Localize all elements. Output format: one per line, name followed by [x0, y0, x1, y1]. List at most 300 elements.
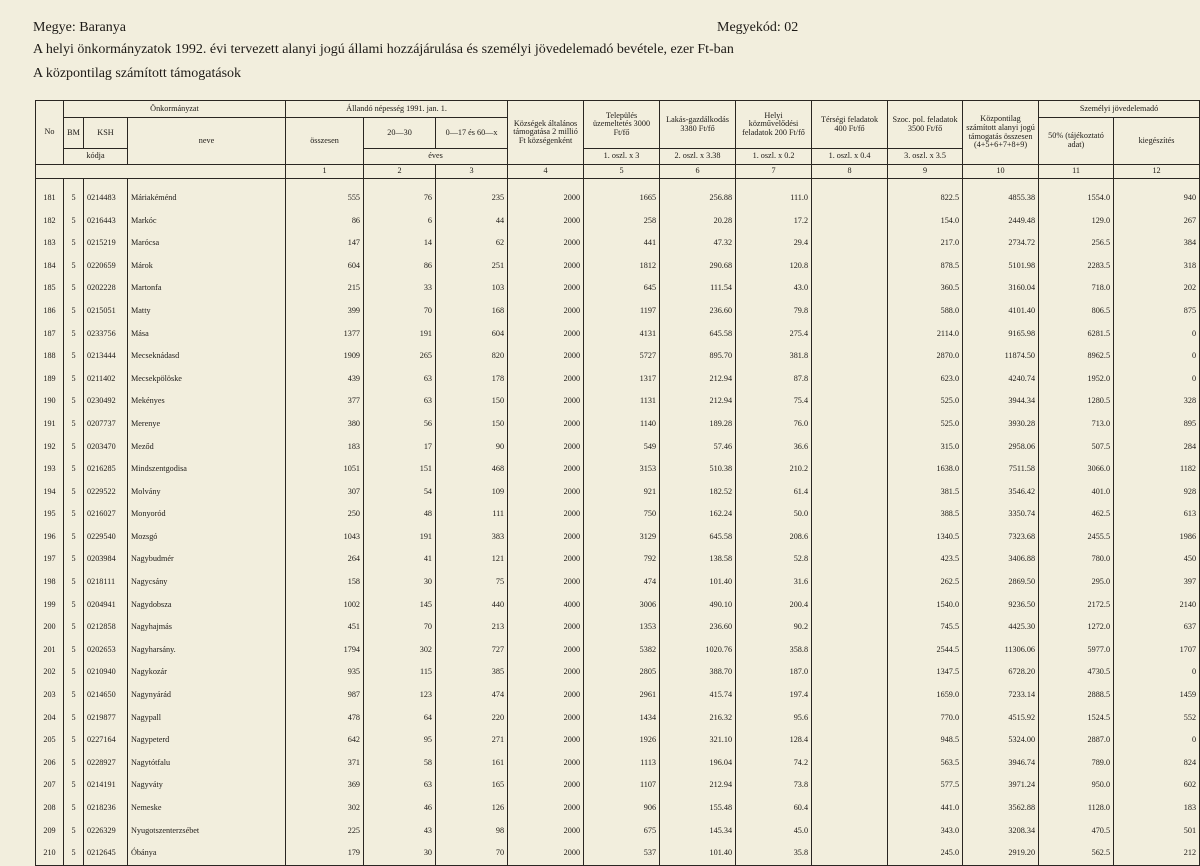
cell-lakas: 321.10	[660, 729, 736, 752]
cell-age-20-30: 64	[364, 707, 436, 730]
cell-population-total: 369	[286, 774, 364, 797]
cell-bm: 5	[64, 503, 84, 526]
cell-age-0-17: 165	[436, 774, 508, 797]
document-subtitle: A központilag számított támogatások	[33, 66, 242, 81]
cell-szja-50: 718.0	[1039, 277, 1114, 300]
cell-kozsegek: 2000	[508, 797, 584, 820]
cell-kiegeszites: 928	[1114, 481, 1200, 504]
cell-population-total: 264	[286, 549, 364, 572]
cell-no: 188	[36, 345, 64, 368]
cell-ksh: 0227164	[84, 729, 128, 752]
header-population: Állandó népesség 1991. jan. 1.	[286, 101, 508, 118]
cell-tersegi	[812, 774, 888, 797]
cell-no: 204	[36, 707, 64, 730]
table-row	[36, 526, 1200, 549]
header-neve: neve	[128, 118, 286, 165]
cell-bm: 5	[64, 594, 84, 617]
cell-telepules: 792	[584, 549, 660, 572]
cell-szja-50: 1524.5	[1039, 707, 1114, 730]
cell-kiegeszites: 1182	[1114, 458, 1200, 481]
cell-no: 201	[36, 639, 64, 662]
cell-population-total: 158	[286, 571, 364, 594]
cell-tersegi	[812, 707, 888, 730]
cell-szja-50: 2172.5	[1039, 594, 1114, 617]
cell-szoc: 1659.0	[888, 684, 963, 707]
cell-kozsegek: 2000	[508, 752, 584, 775]
cell-bm: 5	[64, 255, 84, 278]
cell-szoc: 2870.0	[888, 345, 963, 368]
cell-tersegi	[812, 458, 888, 481]
cell-telepules: 1113	[584, 752, 660, 775]
col-number: 8	[812, 165, 888, 179]
cell-ksh: 0213444	[84, 345, 128, 368]
cell-kiegeszites: 0	[1114, 345, 1200, 368]
cell-kozsegek: 2000	[508, 549, 584, 572]
cell-population-total: 215	[286, 277, 364, 300]
cell-name: Martonfa	[128, 277, 286, 300]
cell-population-total: 604	[286, 255, 364, 278]
header-helyi: Helyi közművelődési feladatok 200 Ft/fő	[736, 101, 812, 149]
cell-lakas: 189.28	[660, 413, 736, 436]
cell-helyi: 75.4	[736, 390, 812, 413]
cell-no: 182	[36, 210, 64, 233]
cell-kiegeszites: 1707	[1114, 639, 1200, 662]
cell-age-0-17: 103	[436, 277, 508, 300]
cell-no: 207	[36, 774, 64, 797]
header-kozsegek: Községek általános támogatása 2 millió Ft községenként	[508, 101, 584, 165]
cell-lakas: 182.52	[660, 481, 736, 504]
cell-helyi: 197.4	[736, 684, 812, 707]
cell-age-0-17: 271	[436, 729, 508, 752]
cell-ksh: 0204941	[84, 594, 128, 617]
cell-tersegi	[812, 368, 888, 391]
cell-telepules: 921	[584, 481, 660, 504]
table-row	[36, 549, 1200, 572]
cell-bm: 5	[64, 481, 84, 504]
cell-szoc: 1340.5	[888, 526, 963, 549]
cell-kozponti: 3406.88	[963, 549, 1039, 572]
cell-kozponti: 11874.50	[963, 345, 1039, 368]
cell-kiegeszites: 202	[1114, 277, 1200, 300]
cell-szja-50: 1272.0	[1039, 616, 1114, 639]
cell-kozsegek: 2000	[508, 413, 584, 436]
county-code-label: Megyekód: 02	[717, 20, 799, 35]
cell-kozponti: 3546.42	[963, 481, 1039, 504]
table-row	[36, 774, 1200, 797]
cell-no: 191	[36, 413, 64, 436]
cell-telepules: 750	[584, 503, 660, 526]
cell-population-total: 399	[286, 300, 364, 323]
cell-szja-50: 401.0	[1039, 481, 1114, 504]
cell-telepules: 549	[584, 436, 660, 459]
cell-age-0-17: 474	[436, 684, 508, 707]
cell-kozsegek: 2000	[508, 345, 584, 368]
table-row	[36, 458, 1200, 481]
cell-no: 194	[36, 481, 64, 504]
cell-bm: 5	[64, 345, 84, 368]
cell-kozponti: 4855.38	[963, 187, 1039, 210]
cell-age-0-17: 150	[436, 390, 508, 413]
table-row	[36, 752, 1200, 775]
cell-tersegi	[812, 503, 888, 526]
cell-kozsegek: 2000	[508, 300, 584, 323]
cell-kiegeszites: 895	[1114, 413, 1200, 436]
cell-helyi: 79.8	[736, 300, 812, 323]
cell-no: 210	[36, 842, 64, 865]
cell-szoc: 388.5	[888, 503, 963, 526]
cell-population-total: 987	[286, 684, 364, 707]
cell-kozponti: 3160.04	[963, 277, 1039, 300]
cell-lakas: 212.94	[660, 390, 736, 413]
cell-szoc: 525.0	[888, 390, 963, 413]
cell-telepules: 1131	[584, 390, 660, 413]
cell-kozsegek: 2000	[508, 232, 584, 255]
cell-szoc: 525.0	[888, 413, 963, 436]
cell-lakas: 415.74	[660, 684, 736, 707]
header-ksh: KSH	[84, 118, 128, 149]
cell-tersegi	[812, 661, 888, 684]
cell-lakas: 236.60	[660, 300, 736, 323]
cell-kozsegek: 2000	[508, 458, 584, 481]
header-osszesen: összesen	[286, 118, 364, 165]
cell-telepules: 1926	[584, 729, 660, 752]
cell-tersegi	[812, 549, 888, 572]
cell-kozponti: 3562.88	[963, 797, 1039, 820]
cell-telepules: 1107	[584, 774, 660, 797]
cell-kozponti: 7323.68	[963, 526, 1039, 549]
cell-lakas: 256.88	[660, 187, 736, 210]
cell-no: 206	[36, 752, 64, 775]
cell-szja-50: 1280.5	[1039, 390, 1114, 413]
cell-no: 208	[36, 797, 64, 820]
cell-no: 200	[36, 616, 64, 639]
col-number: 2	[364, 165, 436, 179]
cell-szja-50: 1554.0	[1039, 187, 1114, 210]
cell-tersegi	[812, 752, 888, 775]
cell-kozponti: 5324.00	[963, 729, 1039, 752]
cell-population-total: 451	[286, 616, 364, 639]
cell-telepules: 1812	[584, 255, 660, 278]
cell-lakas: 111.54	[660, 277, 736, 300]
cell-bm: 5	[64, 797, 84, 820]
cell-name: Nagyváty	[128, 774, 286, 797]
cell-name: Marócsa	[128, 232, 286, 255]
cell-lakas: 196.04	[660, 752, 736, 775]
table-row	[36, 255, 1200, 278]
cell-name: Meződ	[128, 436, 286, 459]
cell-kozsegek: 2000	[508, 277, 584, 300]
cell-bm: 5	[64, 616, 84, 639]
cell-age-0-17: 90	[436, 436, 508, 459]
cell-population-total: 478	[286, 707, 364, 730]
col-number: 5	[584, 165, 660, 179]
cell-tersegi	[812, 323, 888, 346]
cell-population-total: 307	[286, 481, 364, 504]
cell-telepules: 441	[584, 232, 660, 255]
cell-age-20-30: 46	[364, 797, 436, 820]
cell-name: Nyugotszenterzsébet	[128, 820, 286, 843]
cell-age-20-30: 191	[364, 323, 436, 346]
cell-szoc: 315.0	[888, 436, 963, 459]
table-row	[36, 345, 1200, 368]
cell-helyi: 73.8	[736, 774, 812, 797]
cell-helyi: 29.4	[736, 232, 812, 255]
cell-population-total: 380	[286, 413, 364, 436]
cell-szja-50: 507.5	[1039, 436, 1114, 459]
cell-bm: 5	[64, 300, 84, 323]
cell-age-0-17: 727	[436, 639, 508, 662]
cell-lakas: 145.34	[660, 820, 736, 843]
cell-szja-50: 5977.0	[1039, 639, 1114, 662]
cell-helyi: 208.6	[736, 526, 812, 549]
cell-kozponti: 11306.06	[963, 639, 1039, 662]
table-row	[36, 707, 1200, 730]
cell-bm: 5	[64, 549, 84, 572]
cell-age-20-30: 63	[364, 368, 436, 391]
cell-szja-50: 6281.5	[1039, 323, 1114, 346]
cell-name: Mása	[128, 323, 286, 346]
cell-age-20-30: 33	[364, 277, 436, 300]
table-row	[36, 842, 1200, 865]
cell-szoc: 577.5	[888, 774, 963, 797]
cell-age-20-30: 95	[364, 729, 436, 752]
cell-name: Nagycsány	[128, 571, 286, 594]
header-no: No	[36, 101, 64, 165]
cell-helyi: 128.4	[736, 729, 812, 752]
cell-lakas: 212.94	[660, 368, 736, 391]
cell-telepules: 1197	[584, 300, 660, 323]
header-kozponti: Központilag számított alanyi jogú támogatás összesen (4+5+6+7+8+9)	[963, 101, 1039, 165]
cell-name: Nagybudmér	[128, 549, 286, 572]
cell-helyi: 43.0	[736, 277, 812, 300]
col-number: 4	[508, 165, 584, 179]
cell-tersegi	[812, 820, 888, 843]
cell-age-20-30: 70	[364, 616, 436, 639]
cell-szja-50: 2888.5	[1039, 684, 1114, 707]
cell-age-20-30: 54	[364, 481, 436, 504]
cell-ksh: 0218236	[84, 797, 128, 820]
cell-telepules: 3129	[584, 526, 660, 549]
cell-bm: 5	[64, 413, 84, 436]
cell-szoc: 154.0	[888, 210, 963, 233]
cell-helyi: 87.8	[736, 368, 812, 391]
cell-lakas: 290.68	[660, 255, 736, 278]
cell-lakas: 101.40	[660, 842, 736, 865]
cell-kozsegek: 2000	[508, 210, 584, 233]
cell-szja-50: 2455.5	[1039, 526, 1114, 549]
cell-age-0-17: 385	[436, 661, 508, 684]
cell-kiegeszites: 450	[1114, 549, 1200, 572]
cell-szoc: 878.5	[888, 255, 963, 278]
cell-age-20-30: 302	[364, 639, 436, 662]
cell-tersegi	[812, 210, 888, 233]
cell-helyi: 45.0	[736, 820, 812, 843]
cell-ksh: 0230492	[84, 390, 128, 413]
cell-telepules: 3006	[584, 594, 660, 617]
cell-age-0-17: 468	[436, 458, 508, 481]
cell-szoc: 822.5	[888, 187, 963, 210]
cell-szoc: 245.0	[888, 842, 963, 865]
cell-population-total: 935	[286, 661, 364, 684]
cell-szja-50: 789.0	[1039, 752, 1114, 775]
cell-telepules: 675	[584, 820, 660, 843]
col-number: 6	[660, 165, 736, 179]
cell-telepules: 1317	[584, 368, 660, 391]
cell-kozponti: 2734.72	[963, 232, 1039, 255]
cell-szja-50: 950.0	[1039, 774, 1114, 797]
cell-telepules: 1665	[584, 187, 660, 210]
table-row	[36, 390, 1200, 413]
cell-bm: 5	[64, 436, 84, 459]
header-szja-50: 50% (tájékoztató adat)	[1039, 118, 1114, 165]
cell-age-20-30: 70	[364, 300, 436, 323]
cell-name: Mozsgó	[128, 526, 286, 549]
header-bm: BM	[64, 118, 84, 149]
header-tersegi-formula: 1. oszl. x 0.4	[812, 149, 888, 165]
cell-tersegi	[812, 277, 888, 300]
cell-no: 202	[36, 661, 64, 684]
cell-name: Matty	[128, 300, 286, 323]
cell-telepules: 258	[584, 210, 660, 233]
cell-kozponti: 9165.98	[963, 323, 1039, 346]
cell-no: 197	[36, 549, 64, 572]
cell-age-0-17: 161	[436, 752, 508, 775]
cell-kozsegek: 4000	[508, 594, 584, 617]
table-row	[36, 571, 1200, 594]
cell-population-total: 1377	[286, 323, 364, 346]
cell-szja-50: 462.5	[1039, 503, 1114, 526]
cell-szja-50: 129.0	[1039, 210, 1114, 233]
cell-kozponti: 7511.58	[963, 458, 1039, 481]
table-row	[36, 684, 1200, 707]
table-row	[36, 232, 1200, 255]
table-row	[36, 797, 1200, 820]
header-lakas: Lakás-gazdálkodás 3380 Ft/fő	[660, 101, 736, 149]
cell-ksh: 0215219	[84, 232, 128, 255]
cell-population-total: 225	[286, 820, 364, 843]
cell-helyi: 358.8	[736, 639, 812, 662]
cell-lakas: 101.40	[660, 571, 736, 594]
cell-population-total: 1909	[286, 345, 364, 368]
cell-name: Nemeske	[128, 797, 286, 820]
cell-szoc: 423.5	[888, 549, 963, 572]
cell-no: 209	[36, 820, 64, 843]
cell-tersegi	[812, 842, 888, 865]
cell-kiegeszites: 397	[1114, 571, 1200, 594]
cell-kozsegek: 2000	[508, 571, 584, 594]
cell-kozsegek: 2000	[508, 255, 584, 278]
cell-tersegi	[812, 255, 888, 278]
cell-bm: 5	[64, 707, 84, 730]
cell-telepules: 1353	[584, 616, 660, 639]
cell-telepules: 645	[584, 277, 660, 300]
cell-population-total: 439	[286, 368, 364, 391]
cell-age-20-30: 30	[364, 842, 436, 865]
cell-kozponti: 4425.30	[963, 616, 1039, 639]
county-label: Megye: Baranya	[33, 20, 126, 35]
cell-age-0-17: 235	[436, 187, 508, 210]
cell-lakas: 162.24	[660, 503, 736, 526]
table-row	[36, 661, 1200, 684]
cell-telepules: 2805	[584, 661, 660, 684]
cell-age-0-17: 109	[436, 481, 508, 504]
cell-ksh: 0228927	[84, 752, 128, 775]
cell-ksh: 0216027	[84, 503, 128, 526]
cell-szja-50: 806.5	[1039, 300, 1114, 323]
cell-lakas: 645.58	[660, 323, 736, 346]
cell-helyi: 90.2	[736, 616, 812, 639]
cell-age-20-30: 63	[364, 390, 436, 413]
cell-population-total: 86	[286, 210, 364, 233]
table-row	[36, 820, 1200, 843]
table-row	[36, 481, 1200, 504]
municipality-table	[35, 100, 1200, 866]
col-number: 7	[736, 165, 812, 179]
cell-szja-50: 2283.5	[1039, 255, 1114, 278]
cell-kiegeszites: 637	[1114, 616, 1200, 639]
cell-name: Máriakéménd	[128, 187, 286, 210]
cell-kiegeszites: 267	[1114, 210, 1200, 233]
cell-kozsegek: 2000	[508, 820, 584, 843]
cell-age-20-30: 41	[364, 549, 436, 572]
cell-ksh: 0226329	[84, 820, 128, 843]
cell-kiegeszites: 318	[1114, 255, 1200, 278]
cell-telepules: 3153	[584, 458, 660, 481]
cell-kozponti: 2869.50	[963, 571, 1039, 594]
header-szoc-formula: 3. oszl. x 3.5	[888, 149, 963, 165]
cell-kozponti: 2958.06	[963, 436, 1039, 459]
cell-kiegeszites: 602	[1114, 774, 1200, 797]
cell-szja-50: 2887.0	[1039, 729, 1114, 752]
cell-szoc: 360.5	[888, 277, 963, 300]
cell-ksh: 0203470	[84, 436, 128, 459]
cell-tersegi	[812, 390, 888, 413]
cell-name: Markóc	[128, 210, 286, 233]
cell-kozsegek: 2000	[508, 526, 584, 549]
cell-no: 184	[36, 255, 64, 278]
cell-no: 183	[36, 232, 64, 255]
cell-kozsegek: 2000	[508, 707, 584, 730]
cell-bm: 5	[64, 526, 84, 549]
cell-ksh: 0203984	[84, 549, 128, 572]
cell-kozponti: 4515.92	[963, 707, 1039, 730]
cell-helyi: 187.0	[736, 661, 812, 684]
cell-lakas: 490.10	[660, 594, 736, 617]
cell-szja-50: 256.5	[1039, 232, 1114, 255]
cell-ksh: 0216285	[84, 458, 128, 481]
cell-age-20-30: 265	[364, 345, 436, 368]
cell-bm: 5	[64, 187, 84, 210]
header-szja: Személyi jövedelemadó	[1039, 101, 1200, 118]
cell-kozsegek: 2000	[508, 639, 584, 662]
cell-kozponti: 3930.28	[963, 413, 1039, 436]
cell-no: 192	[36, 436, 64, 459]
cell-szja-50: 295.0	[1039, 571, 1114, 594]
cell-kozsegek: 2000	[508, 323, 584, 346]
cell-kozsegek: 2000	[508, 436, 584, 459]
cell-tersegi	[812, 413, 888, 436]
cell-kiegeszites: 552	[1114, 707, 1200, 730]
cell-szoc: 623.0	[888, 368, 963, 391]
table-row	[36, 729, 1200, 752]
cell-kiegeszites: 384	[1114, 232, 1200, 255]
col-number: 3	[436, 165, 508, 179]
header-eves: éves	[364, 149, 508, 165]
cell-no: 181	[36, 187, 64, 210]
cell-bm: 5	[64, 458, 84, 481]
cell-age-0-17: 213	[436, 616, 508, 639]
cell-name: Nagyharsány.	[128, 639, 286, 662]
